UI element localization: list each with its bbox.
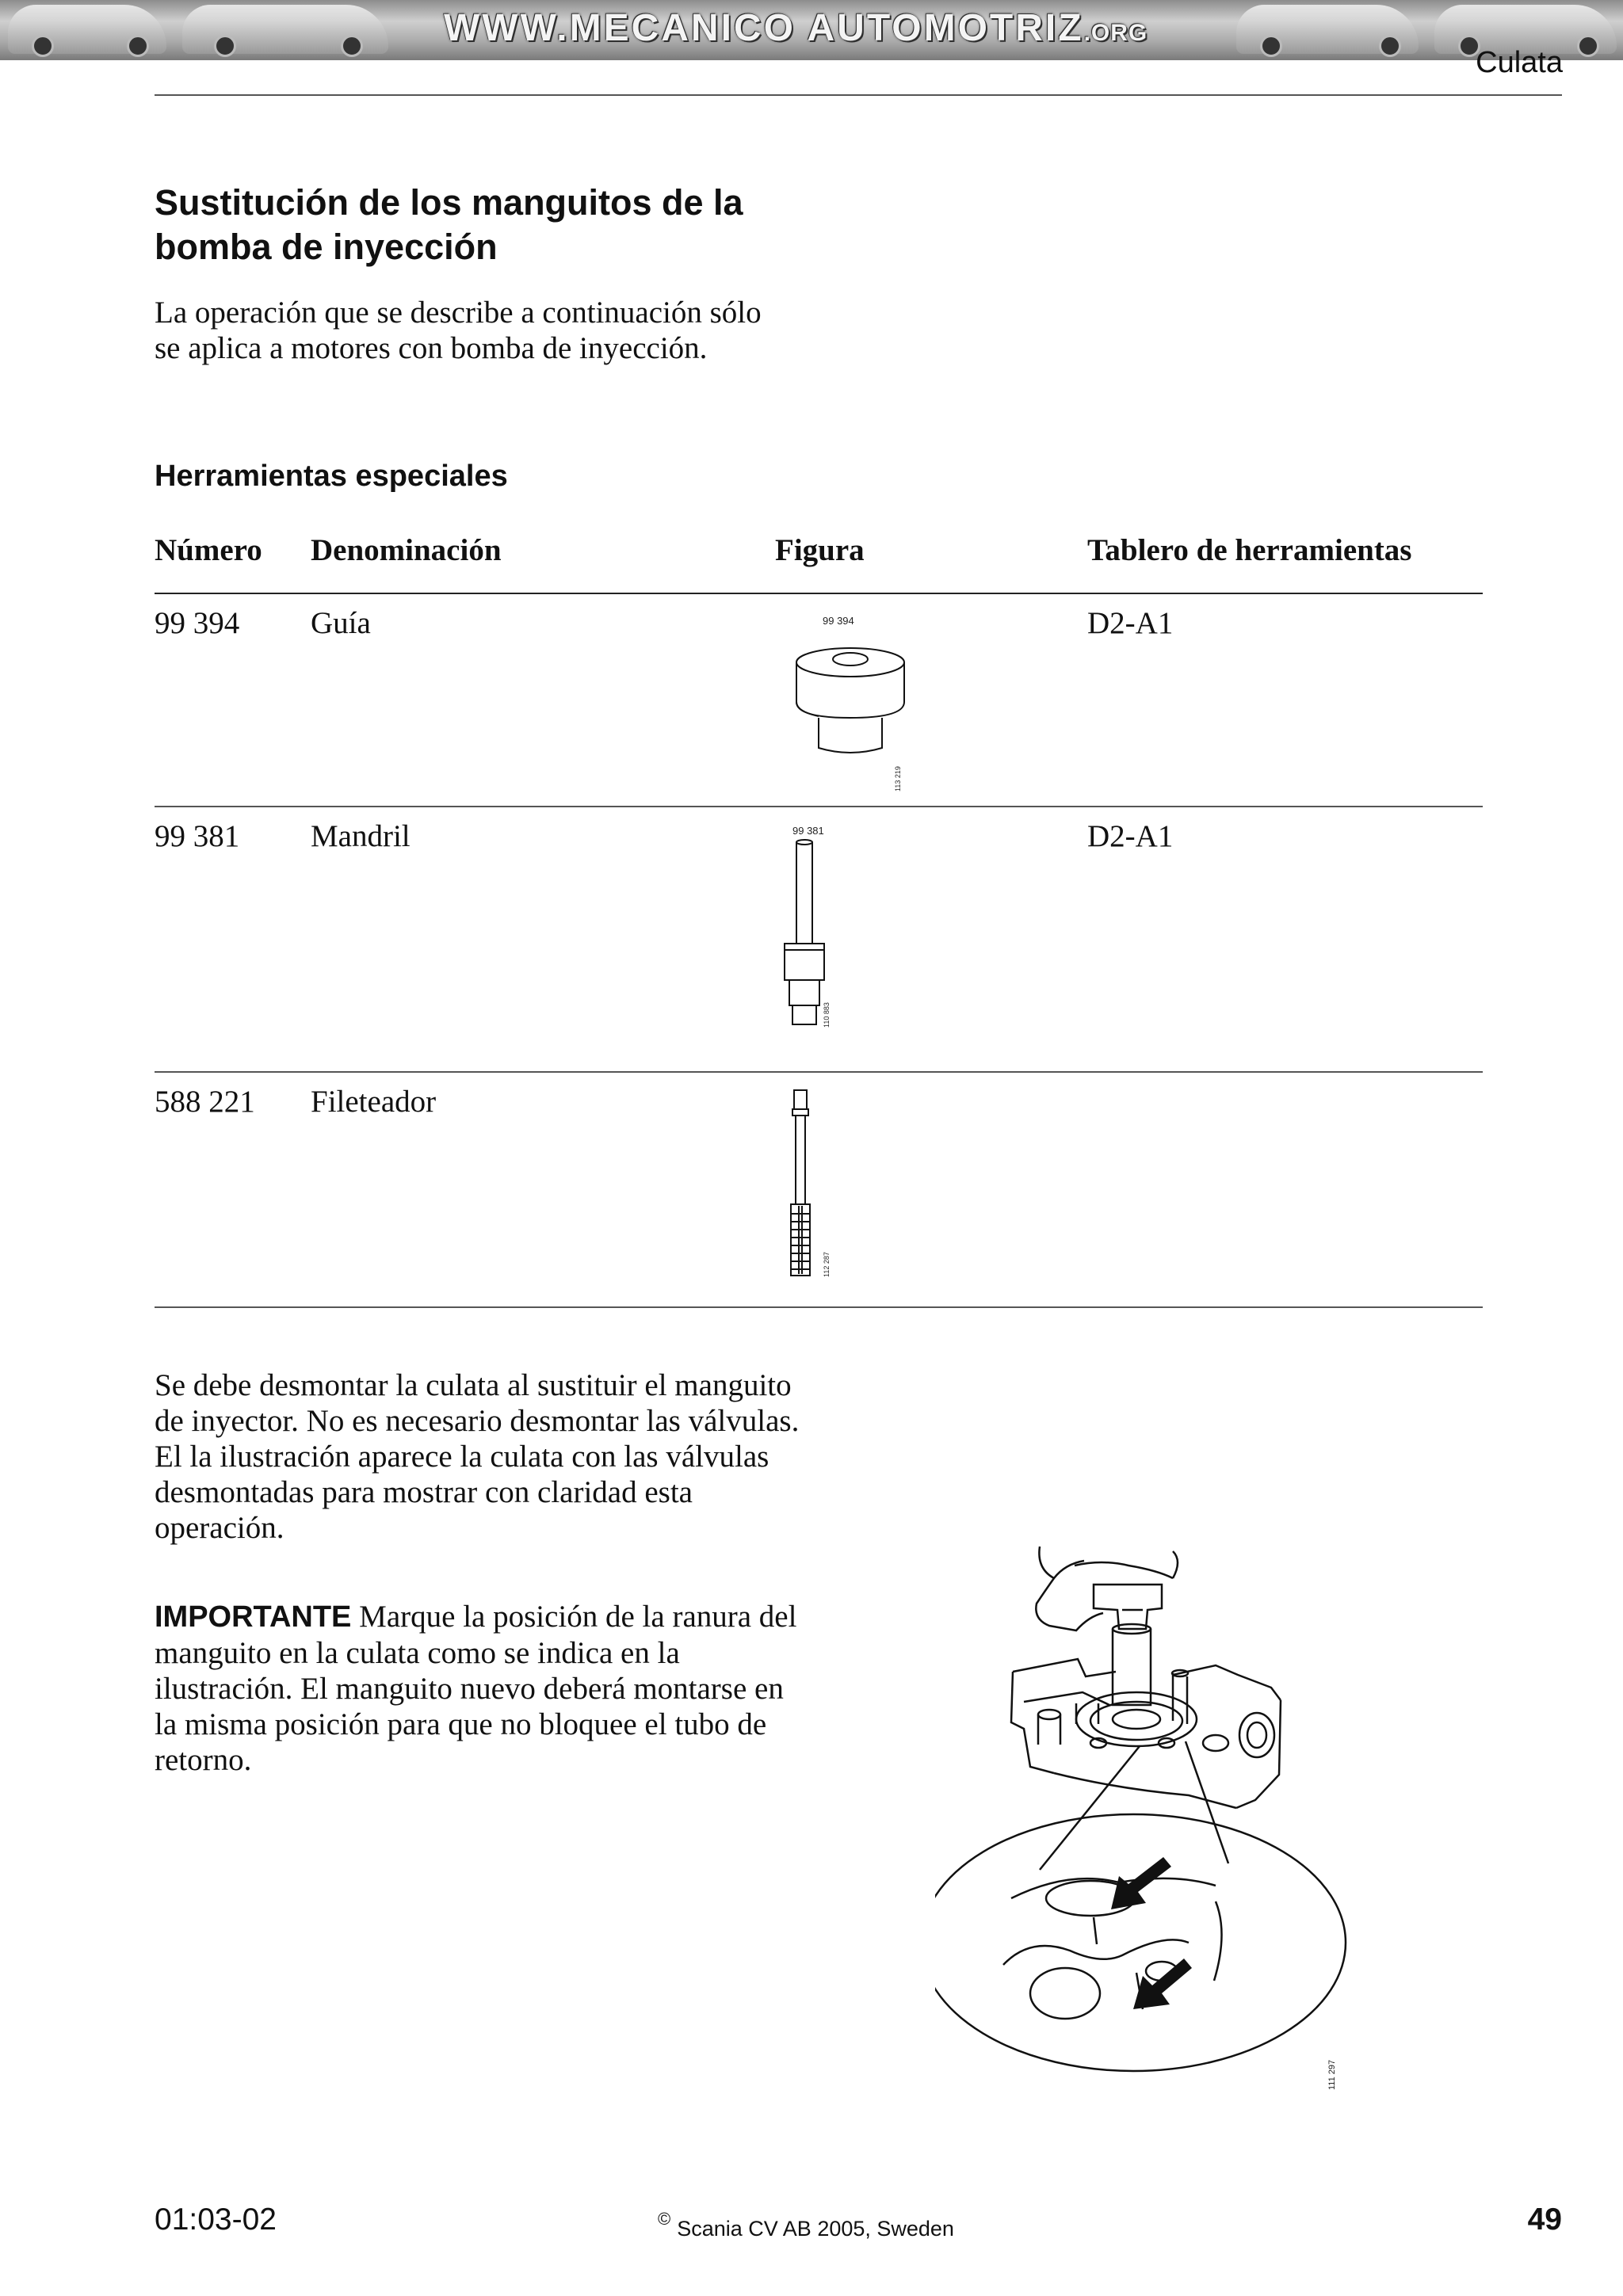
copyright-text: Scania CV AB 2005, Sweden (677, 2217, 954, 2241)
table-row (155, 1072, 1483, 1307)
page-number: 49 (1527, 2203, 1562, 2237)
tool-figure (775, 593, 1087, 807)
tools-heading: Herramientas especiales (155, 460, 508, 493)
tool-number: 588 221 (155, 1072, 311, 1307)
column-header: Número (155, 532, 311, 593)
important-text: Marque la posición de la ranura del manguito en la culata como se indica en la ilustración. El manguito nuevo deberá montarse en la misma posición para que no bloquee el tubo de retorno. (155, 1600, 797, 1777)
tool-name: Fileteador (311, 1072, 775, 1307)
tool-figure (775, 1072, 1087, 1307)
site-banner (0, 0, 1623, 60)
important-label: IMPORTANTE (155, 1600, 352, 1634)
illustration-code: 111 297 (1327, 2059, 1337, 2090)
guide-tool-drawing (775, 645, 934, 827)
figure-code: 113 219 (894, 766, 902, 791)
document-code: 01:03-02 (155, 2203, 277, 2237)
figure-code: 110 883 (823, 1002, 831, 1028)
column-header: Figura (775, 532, 1087, 593)
table-row (155, 593, 1483, 807)
copyright-symbol: © (658, 2209, 671, 2229)
procedure-paragraph: Se debe desmontar la culata al sustituir el manguito de inyector. No es necesario desmontar las válvulas. El la ilustración aparece la culata con las válvulas desmontadas para mostrar con claridad esta operación. (155, 1368, 800, 1545)
cylinder-head-illustration (935, 1537, 1379, 2107)
table-header-row (155, 532, 1483, 593)
page-title: Sustitución de los manguitos de la bomba de inyección (155, 182, 743, 267)
tool-board (1087, 1072, 1483, 1307)
figure-label: 99 381 (792, 825, 824, 837)
tool-board: D2-A1 (1087, 593, 1483, 807)
column-header: Denominación (311, 532, 775, 593)
figure-label: 99 394 (823, 615, 854, 627)
intro-paragraph: La operación que se describe a continuación sólo se aplica a motores con bomba de inyección. (155, 296, 762, 365)
section-title: Culata (1476, 46, 1563, 79)
table-row (155, 807, 1483, 1072)
tool-number: 99 394 (155, 593, 311, 807)
important-note (155, 1599, 812, 1778)
tool-name: Mandril (311, 807, 775, 1072)
tool-board: D2-A1 (1087, 807, 1483, 1072)
site-logo-text[interactable]: WWW.MECANICO AUTOMOTRIZ.ORG (444, 7, 1148, 49)
copyright (658, 2209, 954, 2241)
tool-figure (775, 807, 1087, 1072)
mandrel-tool-drawing (775, 837, 854, 1043)
column-header: Tablero de herramientas (1087, 532, 1483, 593)
tools-table (155, 532, 1483, 1308)
tool-name: Guía (311, 593, 775, 807)
tool-number: 99 381 (155, 807, 311, 1072)
figure-code: 112 287 (823, 1252, 831, 1277)
header-divider (155, 94, 1562, 96)
